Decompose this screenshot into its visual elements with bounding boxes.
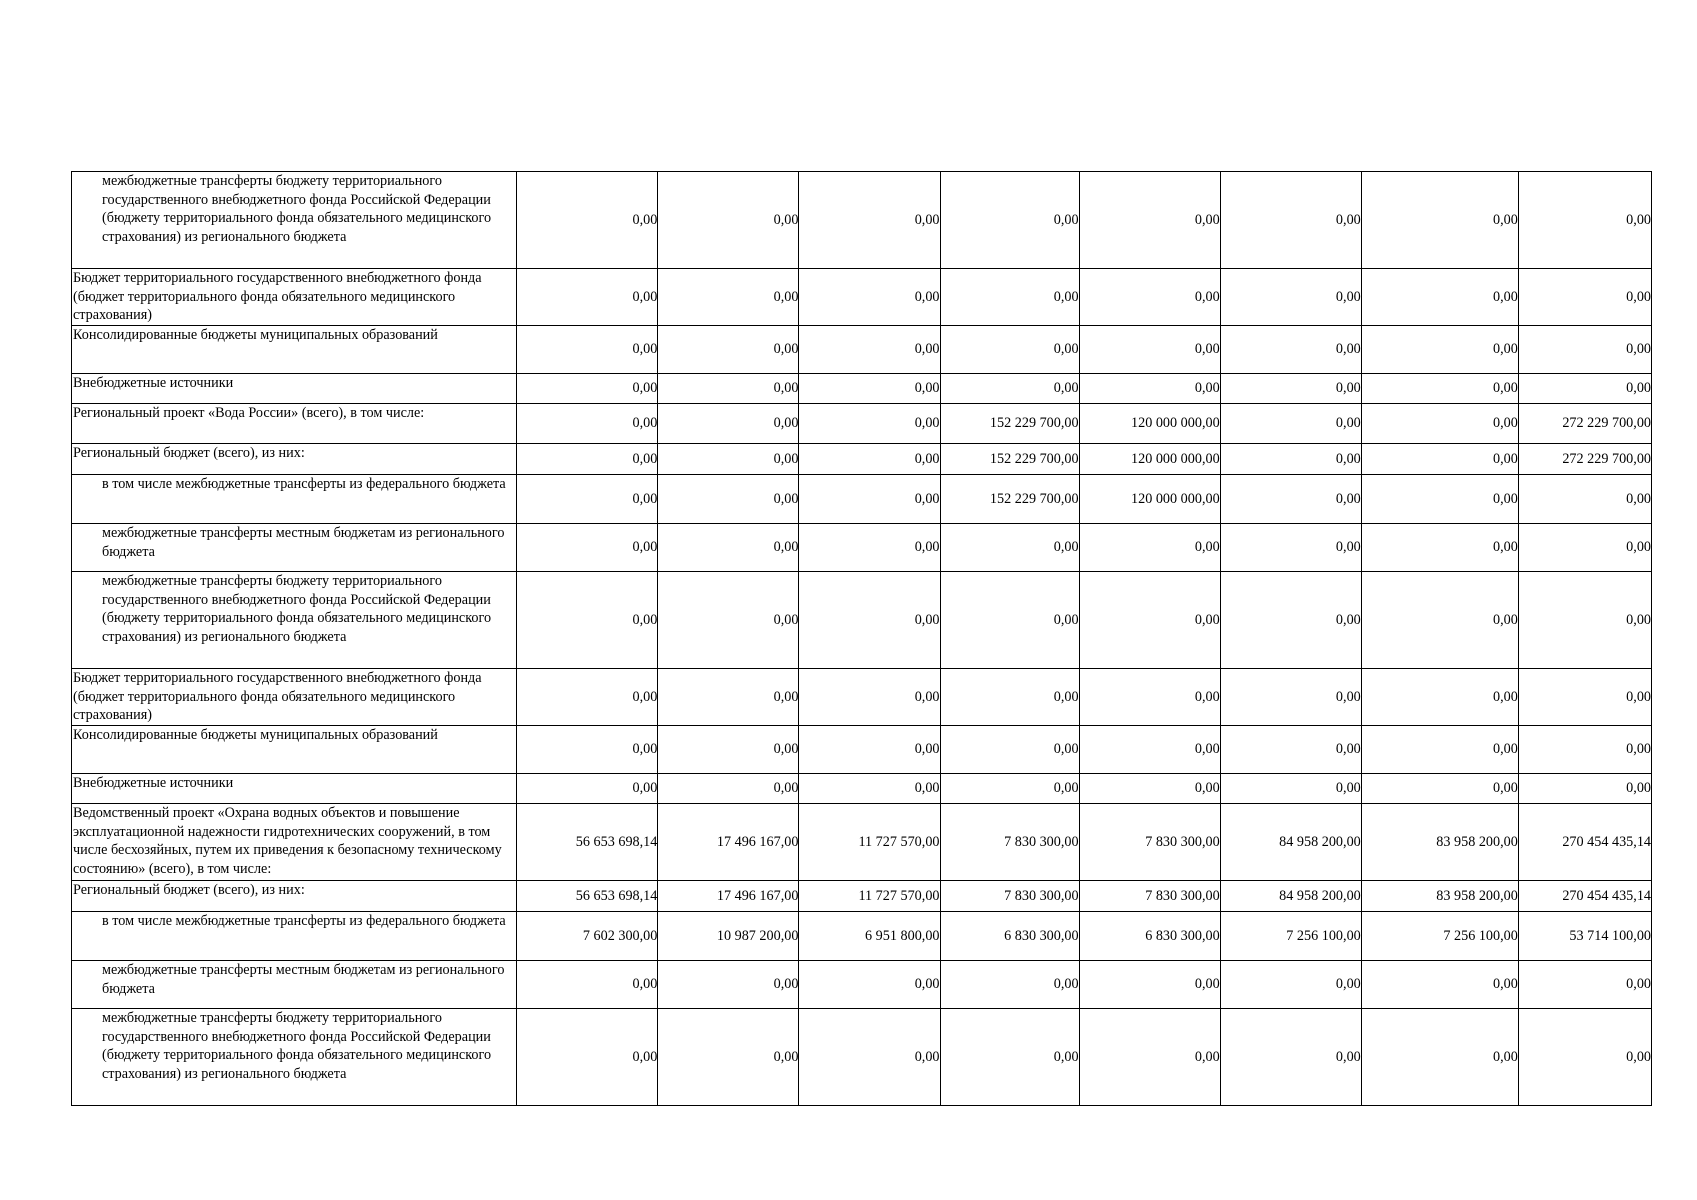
value-cell: 7 830 300,00	[940, 804, 1079, 881]
value-cell: 7 602 300,00	[517, 912, 658, 961]
value-cell: 0,00	[940, 774, 1079, 804]
table-row	[72, 475, 1652, 524]
value-cell: 0,00	[658, 404, 799, 444]
value-cell: 0,00	[1361, 1009, 1518, 1106]
value-cell: 11 727 570,00	[799, 804, 940, 881]
table-row	[72, 912, 1652, 961]
row-label: Консолидированные бюджеты муниципальных образований	[72, 326, 517, 374]
row-label: Региональный бюджет (всего), из них:	[72, 881, 517, 912]
value-cell: 0,00	[799, 404, 940, 444]
value-cell: 0,00	[1518, 326, 1651, 374]
value-cell: 0,00	[799, 726, 940, 774]
value-cell: 0,00	[799, 374, 940, 404]
value-cell: 0,00	[517, 774, 658, 804]
value-cell: 0,00	[517, 444, 658, 475]
value-cell: 0,00	[1079, 726, 1220, 774]
value-cell: 6 830 300,00	[940, 912, 1079, 961]
value-cell: 0,00	[517, 269, 658, 326]
value-cell: 0,00	[1220, 374, 1361, 404]
value-cell: 0,00	[940, 961, 1079, 1009]
value-cell: 0,00	[799, 1009, 940, 1106]
value-cell: 0,00	[1079, 669, 1220, 726]
table-row	[72, 881, 1652, 912]
value-cell: 0,00	[1220, 1009, 1361, 1106]
value-cell: 0,00	[940, 726, 1079, 774]
value-cell: 0,00	[1220, 572, 1361, 669]
row-label: в том числе межбюджетные трансферты из федерального бюджета	[72, 912, 517, 961]
value-cell: 0,00	[1361, 961, 1518, 1009]
table-row	[72, 172, 1652, 269]
value-cell: 0,00	[1220, 774, 1361, 804]
value-cell: 83 958 200,00	[1361, 881, 1518, 912]
table-row	[72, 524, 1652, 572]
row-label: межбюджетные трансферты бюджету территориального государственного внебюджетного фонда Российской Федерации (бюджету территориального фонда обязательного медицинского страхования) из регионального бюджета	[72, 172, 517, 269]
value-cell: 6 830 300,00	[1079, 912, 1220, 961]
value-cell: 0,00	[517, 524, 658, 572]
value-cell: 0,00	[1361, 524, 1518, 572]
value-cell: 0,00	[1220, 726, 1361, 774]
value-cell: 270 454 435,14	[1518, 804, 1651, 881]
value-cell: 0,00	[799, 669, 940, 726]
value-cell: 0,00	[517, 475, 658, 524]
row-label: Региональный проект «Вода России» (всего), в том числе:	[72, 404, 517, 444]
table-row	[72, 269, 1652, 326]
value-cell: 0,00	[1518, 774, 1651, 804]
value-cell: 120 000 000,00	[1079, 404, 1220, 444]
value-cell: 0,00	[1220, 444, 1361, 475]
row-label: Консолидированные бюджеты муниципальных образований	[72, 726, 517, 774]
value-cell: 0,00	[1518, 669, 1651, 726]
value-cell: 0,00	[799, 326, 940, 374]
value-cell: 17 496 167,00	[658, 804, 799, 881]
value-cell: 84 958 200,00	[1220, 804, 1361, 881]
value-cell: 0,00	[1518, 524, 1651, 572]
table-row	[72, 669, 1652, 726]
value-cell: 56 653 698,14	[517, 881, 658, 912]
value-cell: 0,00	[1518, 726, 1651, 774]
value-cell: 272 229 700,00	[1518, 404, 1651, 444]
row-label: Бюджет территориального государственного внебюджетного фонда (бюджет территориального фонда обязательного медицинского страхования)	[72, 669, 517, 726]
value-cell: 0,00	[1361, 726, 1518, 774]
table-row	[72, 374, 1652, 404]
table-row	[72, 572, 1652, 669]
value-cell: 0,00	[1220, 404, 1361, 444]
value-cell: 0,00	[658, 726, 799, 774]
value-cell: 0,00	[1361, 444, 1518, 475]
value-cell: 0,00	[1361, 475, 1518, 524]
table-row	[72, 804, 1652, 881]
value-cell: 0,00	[658, 669, 799, 726]
value-cell: 0,00	[940, 326, 1079, 374]
value-cell: 120 000 000,00	[1079, 475, 1220, 524]
value-cell: 0,00	[1079, 524, 1220, 572]
value-cell: 152 229 700,00	[940, 475, 1079, 524]
value-cell: 0,00	[940, 269, 1079, 326]
value-cell: 0,00	[1361, 404, 1518, 444]
value-cell: 0,00	[658, 774, 799, 804]
value-cell: 53 714 100,00	[1518, 912, 1651, 961]
value-cell: 56 653 698,14	[517, 804, 658, 881]
value-cell: 17 496 167,00	[658, 881, 799, 912]
value-cell: 0,00	[517, 726, 658, 774]
value-cell: 0,00	[1361, 269, 1518, 326]
value-cell: 0,00	[1361, 172, 1518, 269]
value-cell: 0,00	[1079, 572, 1220, 669]
value-cell: 0,00	[1518, 374, 1651, 404]
value-cell: 0,00	[517, 669, 658, 726]
value-cell: 0,00	[517, 961, 658, 1009]
value-cell: 10 987 200,00	[658, 912, 799, 961]
row-label: межбюджетные трансферты бюджету территориального государственного внебюджетного фонда Российской Федерации (бюджету территориального фонда обязательного медицинского страхования) из регионального бюджета	[72, 572, 517, 669]
value-cell: 152 229 700,00	[940, 404, 1079, 444]
value-cell: 0,00	[1079, 1009, 1220, 1106]
value-cell: 0,00	[1220, 326, 1361, 374]
value-cell: 0,00	[517, 1009, 658, 1106]
value-cell: 0,00	[658, 326, 799, 374]
value-cell: 0,00	[799, 269, 940, 326]
value-cell: 0,00	[1220, 172, 1361, 269]
value-cell: 0,00	[940, 572, 1079, 669]
value-cell: 0,00	[658, 961, 799, 1009]
value-cell: 0,00	[1361, 374, 1518, 404]
value-cell: 0,00	[940, 374, 1079, 404]
value-cell: 0,00	[1361, 326, 1518, 374]
value-cell: 84 958 200,00	[1220, 881, 1361, 912]
value-cell: 0,00	[1518, 475, 1651, 524]
value-cell: 0,00	[940, 1009, 1079, 1106]
value-cell: 0,00	[940, 172, 1079, 269]
value-cell: 0,00	[517, 172, 658, 269]
value-cell: 0,00	[517, 572, 658, 669]
table-row	[72, 326, 1652, 374]
table-row	[72, 1009, 1652, 1106]
value-cell: 0,00	[517, 326, 658, 374]
table-row	[72, 444, 1652, 475]
value-cell: 120 000 000,00	[1079, 444, 1220, 475]
value-cell: 0,00	[1220, 269, 1361, 326]
value-cell: 0,00	[799, 444, 940, 475]
value-cell: 0,00	[1518, 961, 1651, 1009]
value-cell: 0,00	[799, 524, 940, 572]
value-cell: 152 229 700,00	[940, 444, 1079, 475]
value-cell: 0,00	[799, 774, 940, 804]
value-cell: 7 256 100,00	[1220, 912, 1361, 961]
value-cell: 0,00	[1361, 774, 1518, 804]
value-cell: 0,00	[1079, 774, 1220, 804]
value-cell: 0,00	[799, 961, 940, 1009]
row-label: межбюджетные трансферты местным бюджетам из регионального бюджета	[72, 961, 517, 1009]
value-cell: 0,00	[1220, 961, 1361, 1009]
row-label: межбюджетные трансферты бюджету территориального государственного внебюджетного фонда Российской Федерации (бюджету территориального фонда обязательного медицинского страхования) из регионального бюджета	[72, 1009, 517, 1106]
value-cell: 0,00	[1361, 669, 1518, 726]
row-label: Ведомственный проект «Охрана водных объектов и повышение эксплуатационной надежности гидротехнических сооружений, в том числе бесхозяйных, путем их приведения к безопасному техническому состоянию» (всего), в том числе:	[72, 804, 517, 881]
value-cell: 0,00	[658, 374, 799, 404]
value-cell: 0,00	[1518, 269, 1651, 326]
value-cell: 270 454 435,14	[1518, 881, 1651, 912]
value-cell: 0,00	[1518, 572, 1651, 669]
value-cell: 7 256 100,00	[1361, 912, 1518, 961]
value-cell: 0,00	[517, 404, 658, 444]
value-cell: 7 830 300,00	[1079, 804, 1220, 881]
value-cell: 0,00	[658, 172, 799, 269]
row-label: Внебюджетные источники	[72, 374, 517, 404]
value-cell: 0,00	[799, 172, 940, 269]
table-body	[72, 172, 1652, 1106]
value-cell: 272 229 700,00	[1518, 444, 1651, 475]
value-cell: 0,00	[1079, 326, 1220, 374]
value-cell: 0,00	[658, 444, 799, 475]
value-cell: 0,00	[799, 572, 940, 669]
row-label: Региональный бюджет (всего), из них:	[72, 444, 517, 475]
value-cell: 0,00	[658, 572, 799, 669]
value-cell: 0,00	[1518, 1009, 1651, 1106]
value-cell: 0,00	[1079, 374, 1220, 404]
table-row	[72, 774, 1652, 804]
value-cell: 0,00	[799, 475, 940, 524]
value-cell: 7 830 300,00	[940, 881, 1079, 912]
value-cell: 0,00	[658, 1009, 799, 1106]
value-cell: 6 951 800,00	[799, 912, 940, 961]
table-row	[72, 404, 1652, 444]
value-cell: 0,00	[1220, 669, 1361, 726]
value-cell: 0,00	[658, 475, 799, 524]
row-label: межбюджетные трансферты местным бюджетам из регионального бюджета	[72, 524, 517, 572]
value-cell: 0,00	[1220, 475, 1361, 524]
value-cell: 0,00	[1079, 172, 1220, 269]
value-cell: 0,00	[940, 524, 1079, 572]
value-cell: 0,00	[658, 269, 799, 326]
row-label: Бюджет территориального государственного внебюджетного фонда (бюджет территориального фонда обязательного медицинского страхования)	[72, 269, 517, 326]
value-cell: 0,00	[1518, 172, 1651, 269]
value-cell: 7 830 300,00	[1079, 881, 1220, 912]
value-cell: 0,00	[1361, 572, 1518, 669]
value-cell: 0,00	[1079, 269, 1220, 326]
budget-table	[71, 171, 1652, 1106]
table-row	[72, 726, 1652, 774]
row-label: в том числе межбюджетные трансферты из федерального бюджета	[72, 475, 517, 524]
row-label: Внебюджетные источники	[72, 774, 517, 804]
value-cell: 0,00	[940, 669, 1079, 726]
value-cell: 0,00	[658, 524, 799, 572]
value-cell: 0,00	[1079, 961, 1220, 1009]
table-row	[72, 961, 1652, 1009]
value-cell: 0,00	[1220, 524, 1361, 572]
value-cell: 11 727 570,00	[799, 881, 940, 912]
value-cell: 83 958 200,00	[1361, 804, 1518, 881]
value-cell: 0,00	[517, 374, 658, 404]
